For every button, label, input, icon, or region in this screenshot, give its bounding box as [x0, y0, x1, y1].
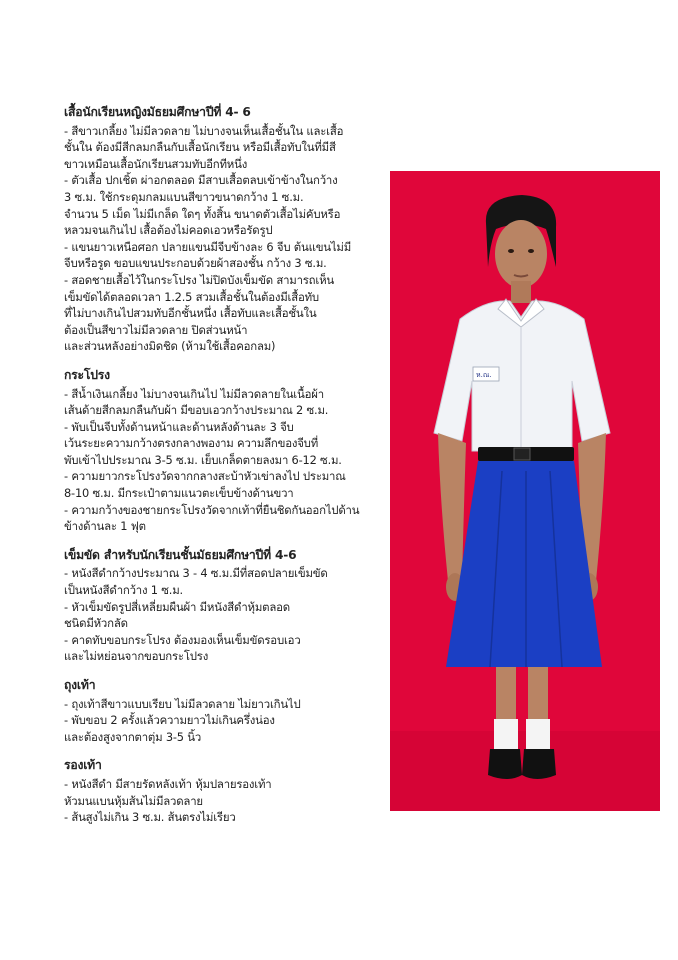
student-uniform-photo [390, 171, 660, 811]
right-shoe [522, 749, 556, 779]
section-belt [64, 547, 389, 665]
text-line: - หัวเข็มขัดรูปสี่เหลี่ยมผืนผ้า มีหนังสีดำหุ้มตลอด [64, 599, 290, 614]
text-line: ชนิดมีหัวกลัด [64, 616, 128, 631]
text-line: - แขนยาวเหนือศอก ปลายแขนมีจีบข้างละ 6 จีบ ต้นแขนไม่มี [64, 239, 352, 254]
student-illustration [390, 171, 660, 811]
belt-buckle [514, 448, 530, 460]
text-line: ชั้นใน ต้องมีสีกลมกลืนกับเสื้อนักเรียน หรือมีเสื้อทับในที่มีสี [64, 140, 336, 155]
text-line: - พับเป็นจีบทั้งด้านหน้าและด้านหลังด้านละ 3 จีบ [64, 419, 294, 434]
text-line: จีบหรือรูด ขอบแขนประกอบด้วยผ้าสองชั้น กว้าง 3 ซ.ม. [64, 256, 327, 271]
right-leg [528, 667, 548, 727]
text-line: - สีน้ำเงินเกลี้ยง ไม่บางจนเกินไป ไม่มีลวดลายในเนื้อผ้า [64, 386, 324, 401]
text-line: - ส้นสูงไม่เกิน 3 ซ.ม. ส้นตรงไม่เรียว [64, 810, 236, 825]
section-blouse [64, 104, 389, 355]
text-line: - คาดทับขอบกระโปรง ต้องมองเห็นเข็มขัดรอบเอว [64, 632, 301, 647]
text-line: หัวมนแบนหุ้มส้นไม่มีลวดลาย [64, 793, 203, 808]
section-title: เสื้อนักเรียนหญิงมัธยมศึกษาปีที่ 4- 6 [64, 105, 251, 119]
section-title: ถุงเท้า [64, 678, 96, 692]
neck [511, 281, 531, 303]
text-line: 8-10 ซ.ม. มีกระเป๋าตามแนวตะเข็บข้างด้านขวา [64, 486, 294, 501]
text-line: ข้างด้านละ 1 ฟุต [64, 519, 146, 534]
text-line: เป็นหนังสีดำกว้าง 1 ซ.ม. [64, 583, 183, 598]
left-leg [496, 667, 516, 727]
text-line: - หนังสีดำกว้างประมาณ 3 - 4 ซ.ม.มีที่สอดปลายเข็มขัด [64, 566, 328, 581]
text-line: ต้องเป็นสีขาวไม่มีลวดลาย ปิดส่วนหน้า [64, 322, 248, 337]
text-line: พับเข้าไปประมาณ 3-5 ซ.ม. เย็บเกล็ดตายลงมา 6-12 ซ.ม. [64, 452, 342, 467]
section-title: รองเท้า [64, 758, 102, 773]
text-line: เข็มขัดได้ตลอดเวลา 1.2.5 สวมเสื้อชั้นในต้องมีเสื้อทับ [64, 289, 319, 304]
left-eye [508, 249, 514, 253]
text-line: และส่วนหลังอย่างมิดชิด (ห้ามใช้เสื้อคอกลม) [64, 339, 276, 354]
text-line: - หนังสีดำ มีสายรัดหลังเท้า หุ้มปลายรองเท้า [64, 776, 272, 791]
text-line: - สอดชายเสื้อไว้ในกระโปรง ไม่ปิดบังเข็มขัด สามารถเห็น [64, 272, 334, 287]
text-line: - ตัวเสื้อ ปกเชิ้ต ผ่าอกตลอด มีสาบเสื้อตลบเข้าข้างในกว้าง [64, 173, 338, 188]
text-line: เส้นด้ายสีกลมกลืนกับผ้า มีขอบเอวกว้างประมาณ 2 ซ.ม. [64, 403, 329, 418]
right-eye [528, 249, 534, 253]
text-line: - พับขอบ 2 ครั้งแล้วความยาวไม่เกินครึ่งน่อง [64, 713, 275, 728]
text-line: และไม่หย่อนจากขอบกระโปรง [64, 649, 209, 664]
text-line: และต้องสูงจากตาตุ่ม 3-5 นิ้ว [64, 729, 202, 744]
left-sock [494, 719, 518, 749]
text-line: - ความยาวกระโปรงวัดจากกลางสะบ้าหัวเข่าลงไป ประมาณ [64, 469, 346, 484]
text-line: หลวมจนเกินไป เสื้อต้องไม่คอดเอวหรือรัดรูป [64, 223, 273, 238]
uniform-rules-text [64, 104, 389, 838]
text-line: - สีขาวเกลี้ยง ไม่มีลวดลาย ไม่บางจนเห็นเสื้อชั้นใน และเสื้อ [64, 123, 344, 138]
section-title: เข็มขัด สำหรับนักเรียนชั้นมัธยมศึกษาปีที่ 4-6 [64, 547, 297, 562]
left-shoe [488, 749, 522, 779]
text-line: - ถุงเท้าสีขาวแบบเรียบ ไม่มีลวดลาย ไม่ยาวเกินไป [64, 696, 301, 711]
text-line: ขาวเหมือนเสื้อนักเรียนสวมทับอีกทีหนึ่ง [64, 156, 248, 171]
text-line: เว้นระยะความกว้างตรงกลางพองาม ความลึกของจีบที่ [64, 436, 319, 451]
text-line: - ความกว้างของชายกระโปรงวัดจากเท้าที่ยืนชิดกันออกไปด้าน [64, 502, 360, 517]
face [495, 220, 547, 288]
right-sock [526, 719, 550, 749]
text-line: ที่ไม่บางเกินไปสวมทับอีกชั้นหนึ่ง เสื้อทับและเสื้อชั้นใน [64, 306, 317, 321]
name-tag-text: ห.ณ. [476, 371, 492, 379]
section-skirt [64, 367, 389, 535]
text-line: 3 ซ.ม. ใช้กระดุมกลมแบนสีขาวขนาดกว้าง 1 ซ.ม. [64, 189, 304, 204]
section-socks [64, 677, 389, 745]
section-shoes [64, 757, 389, 825]
section-title: กระโปรง [64, 367, 110, 382]
text-line: จำนวน 5 เม็ด ไม่มีเกล็ด ใดๆ ทั้งสิ้น ขนาดตัวเสื้อไม่คับหรือ [64, 206, 341, 221]
